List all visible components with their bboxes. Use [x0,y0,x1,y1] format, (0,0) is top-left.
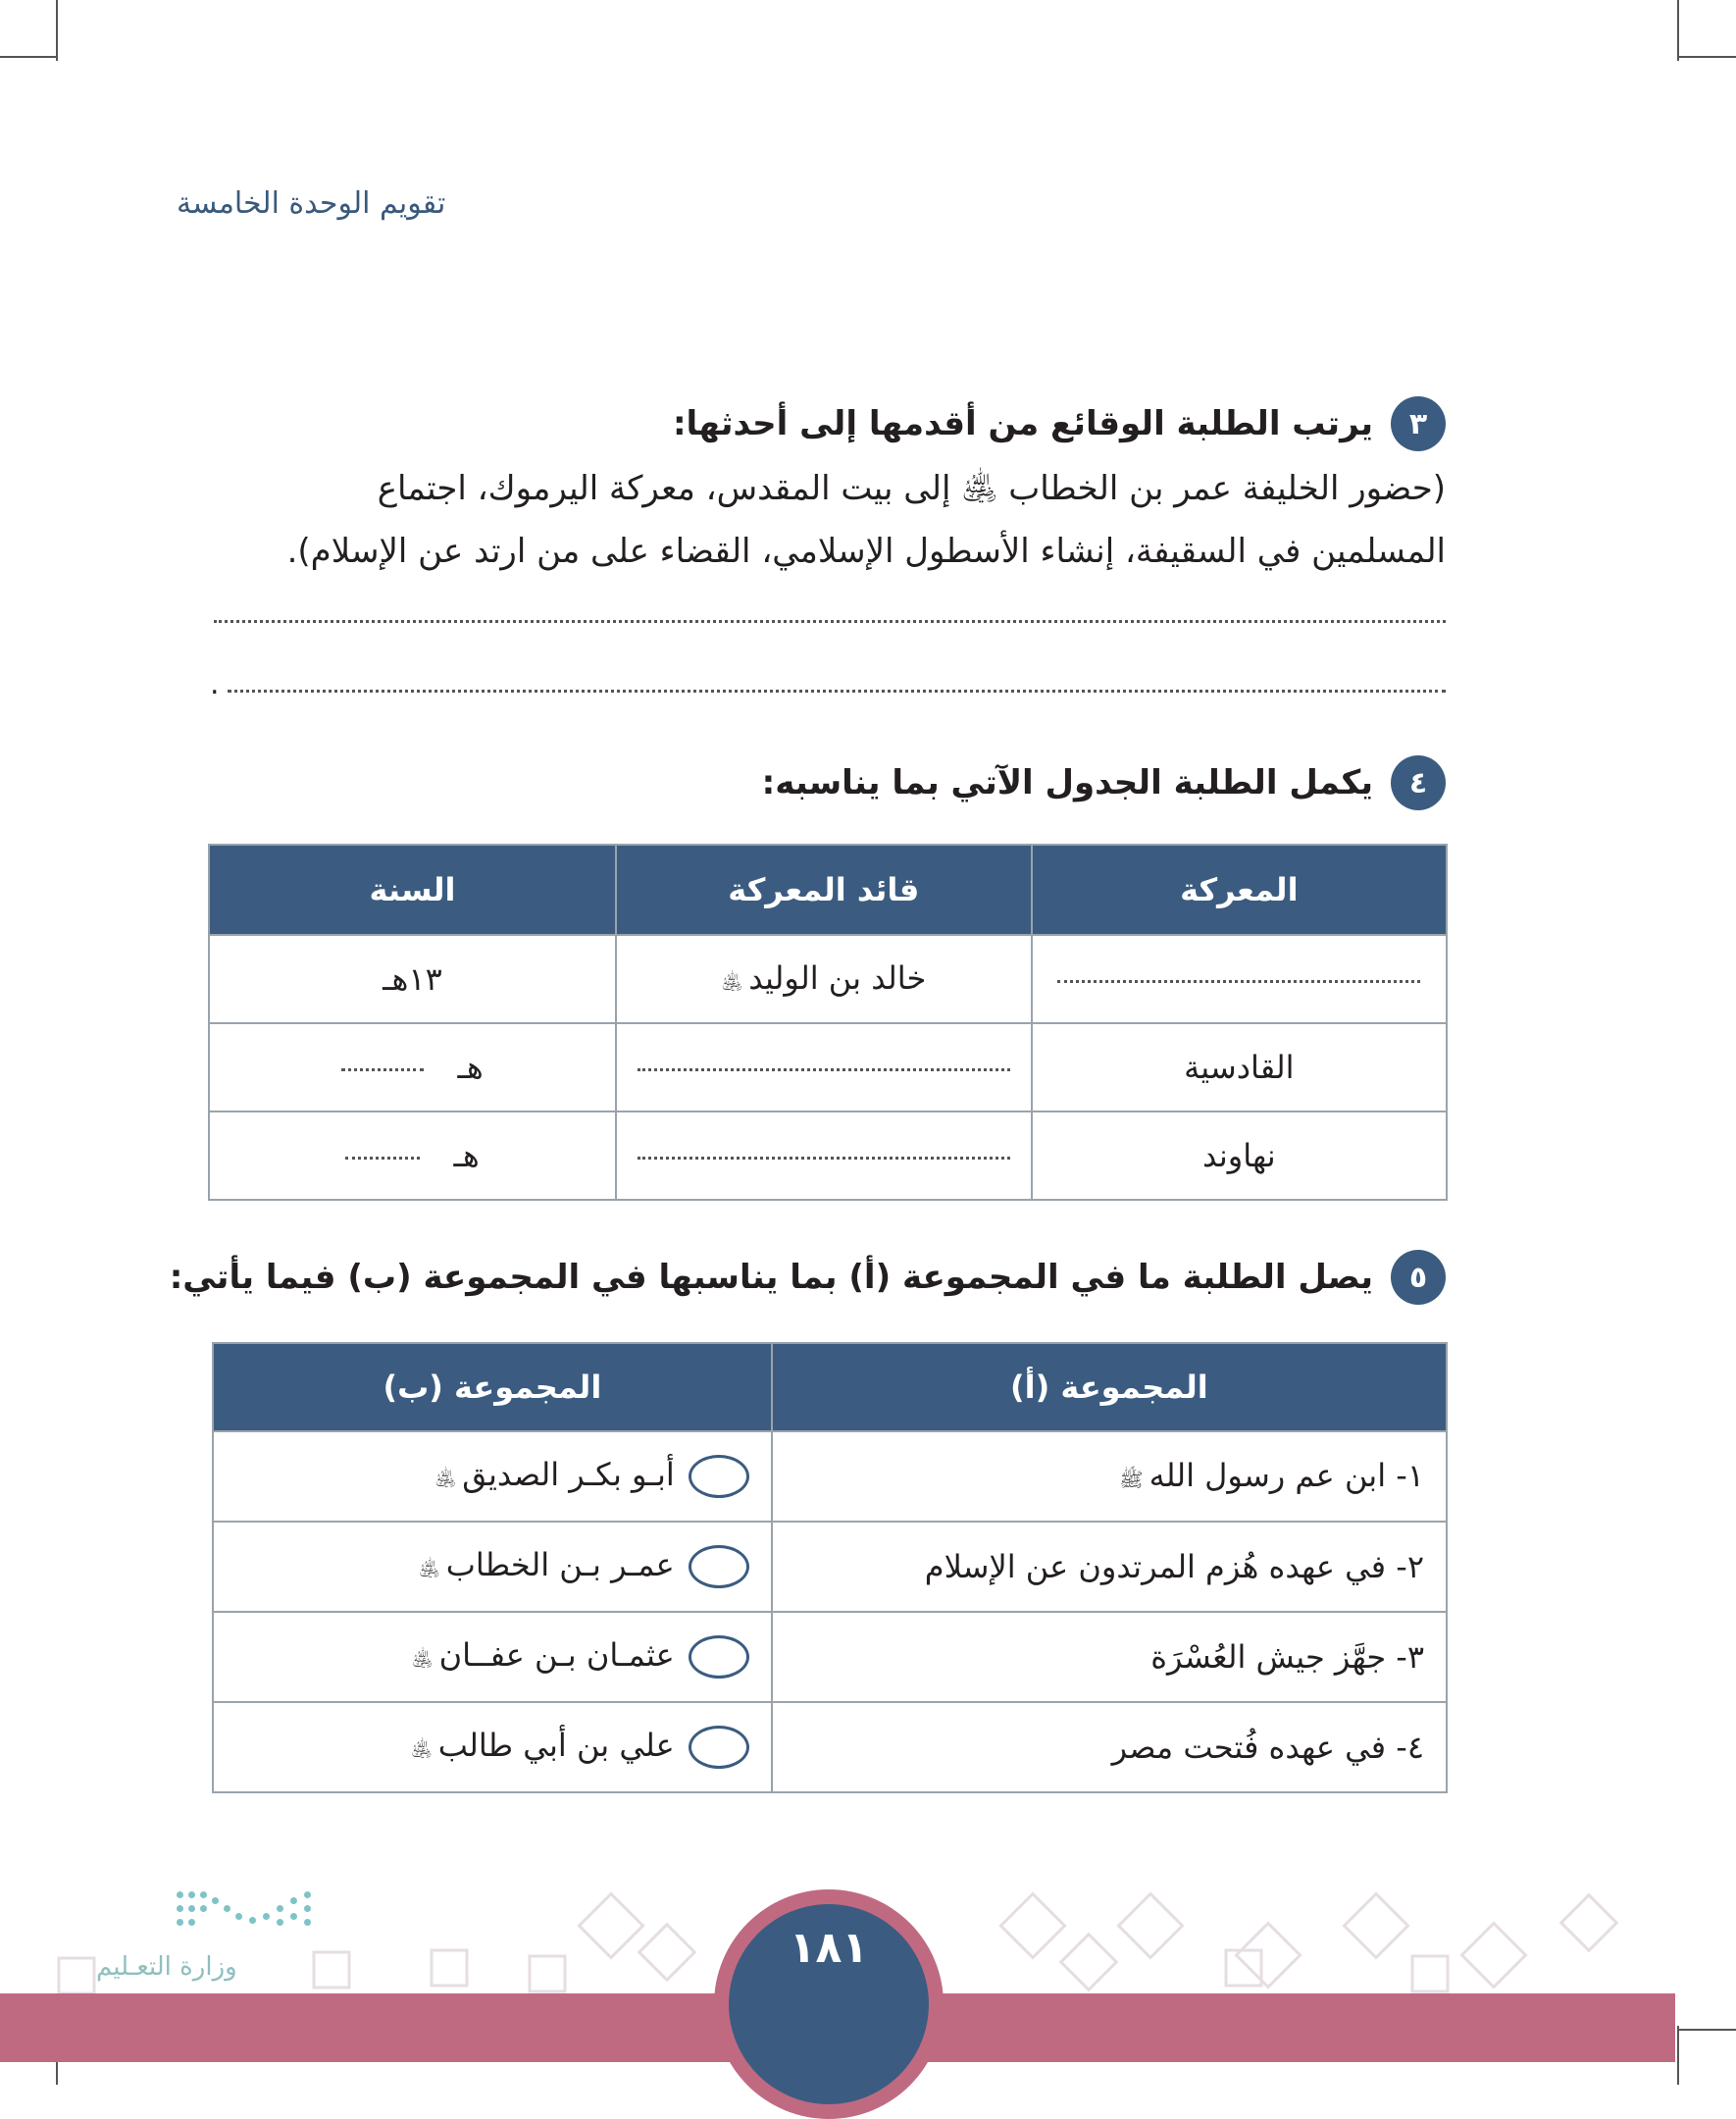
question-3-events [210,457,1446,583]
group-b-item [213,1612,772,1702]
leader-cell [616,935,1032,1023]
matching-table [212,1342,1448,1793]
group-b-text: علي بن أبي طالب [437,1727,675,1764]
group-b-text: عثمـان بـن عفــان [438,1636,675,1674]
year-suffix: هـ [453,1137,480,1174]
leader-blank[interactable] [616,1111,1032,1200]
answer-line-2[interactable] [228,690,1446,693]
honorific-icon: ﵁ [721,970,743,994]
page-number: ١٨١ [789,1923,869,1973]
answer-oval[interactable] [689,1635,749,1679]
answer-oval[interactable] [689,1455,749,1498]
answer-period: . [210,667,220,701]
header-leader: قائد المعركة [616,845,1032,935]
group-a-item [772,1522,1447,1612]
table-row [213,1702,1447,1792]
leader-name: خالد بن الوليد [748,959,927,997]
table-row [213,1612,1447,1702]
group-b-item [213,1431,772,1522]
question-5-number: ٥ [1391,1250,1446,1305]
battle-cell: القادسية [1032,1023,1447,1111]
question-5-instruction: يصل الطلبة ما في المجموعة (أ) بما يناسبها في المجموعة (ب) فيما يأتي: [169,1258,1373,1297]
question-4-instruction: يكمل الطلبة الجدول الآتي بما يناسبه: [761,763,1373,802]
battle-cell: نهاوند [1032,1111,1447,1200]
table-row [209,1023,1447,1111]
table-row [209,1111,1447,1200]
answer-oval[interactable] [689,1545,749,1588]
header-group-a: المجموعة (أ) [772,1343,1447,1431]
ministry-logo [167,1884,324,1942]
group-b-text: عمـر بـن الخطاب [445,1546,675,1583]
unit-review-header: تقويم الوحدة الخامسة [177,186,446,221]
group-b-item [213,1702,772,1792]
table-row [213,1522,1447,1612]
answer-oval[interactable] [689,1726,749,1769]
group-a-text: ٤- في عهده فُتحت مصر [1111,1729,1424,1766]
group-a-text: ١- ابن عم رسول الله [1149,1457,1424,1494]
header-group-b: المجموعة (ب) [213,1343,772,1431]
events-line-1: (حضور الخليفة عمر بن الخطاب ﵁ إلى بيت المقدس، معركة اليرموك، اجتماع [377,469,1446,508]
group-a-text: ٣- جهَّز جيش العُسْرَة [1150,1638,1424,1676]
answer-line-1[interactable] [214,620,1446,623]
question-4-number: ٤ [1391,755,1446,810]
question-4 [762,755,1446,810]
group-a-text: ٢- في عهده هُزم المرتدون عن الإسلام [924,1548,1424,1585]
question-3 [673,396,1446,451]
honorific-icon: ﵁ [418,1557,440,1580]
group-a-item [772,1612,1447,1702]
header-battle: المعركة [1032,845,1447,935]
group-b-item [213,1522,772,1612]
year-cell: ١٣هـ [209,935,616,1023]
header-year: السنة [209,845,616,935]
group-a-item [772,1431,1447,1522]
table-row [213,1431,1447,1522]
table-header-row [209,845,1447,935]
honorific-icon: ﵁ [411,1647,434,1671]
ministry-name: وزارة التعـليم [96,1952,237,1982]
question-3-instruction: يرتب الطلبة الوقائع من أقدمها إلى أحدثها: [672,404,1373,443]
group-b-text: أبـو بكـر الصديق [462,1456,675,1493]
table-row [209,935,1447,1023]
leader-blank[interactable] [616,1023,1032,1111]
battles-table [208,844,1448,1201]
question-5 [170,1250,1446,1305]
honorific-icon: ﷺ [1119,1468,1144,1491]
battle-blank[interactable] [1032,935,1447,1023]
events-line-2: المسلمين في السقيفة، إنشاء الأسطول الإسلامي، القضاء على من ارتد عن الإسلام). [286,532,1446,571]
group-a-item [772,1702,1447,1792]
year-blank[interactable] [209,1111,616,1200]
honorific-icon: ﵁ [410,1737,433,1761]
table-header-row [213,1343,1447,1431]
year-suffix: هـ [457,1049,484,1086]
honorific-icon: ﵁ [434,1467,457,1490]
year-blank[interactable] [209,1023,616,1111]
question-3-number: ٣ [1391,396,1446,451]
